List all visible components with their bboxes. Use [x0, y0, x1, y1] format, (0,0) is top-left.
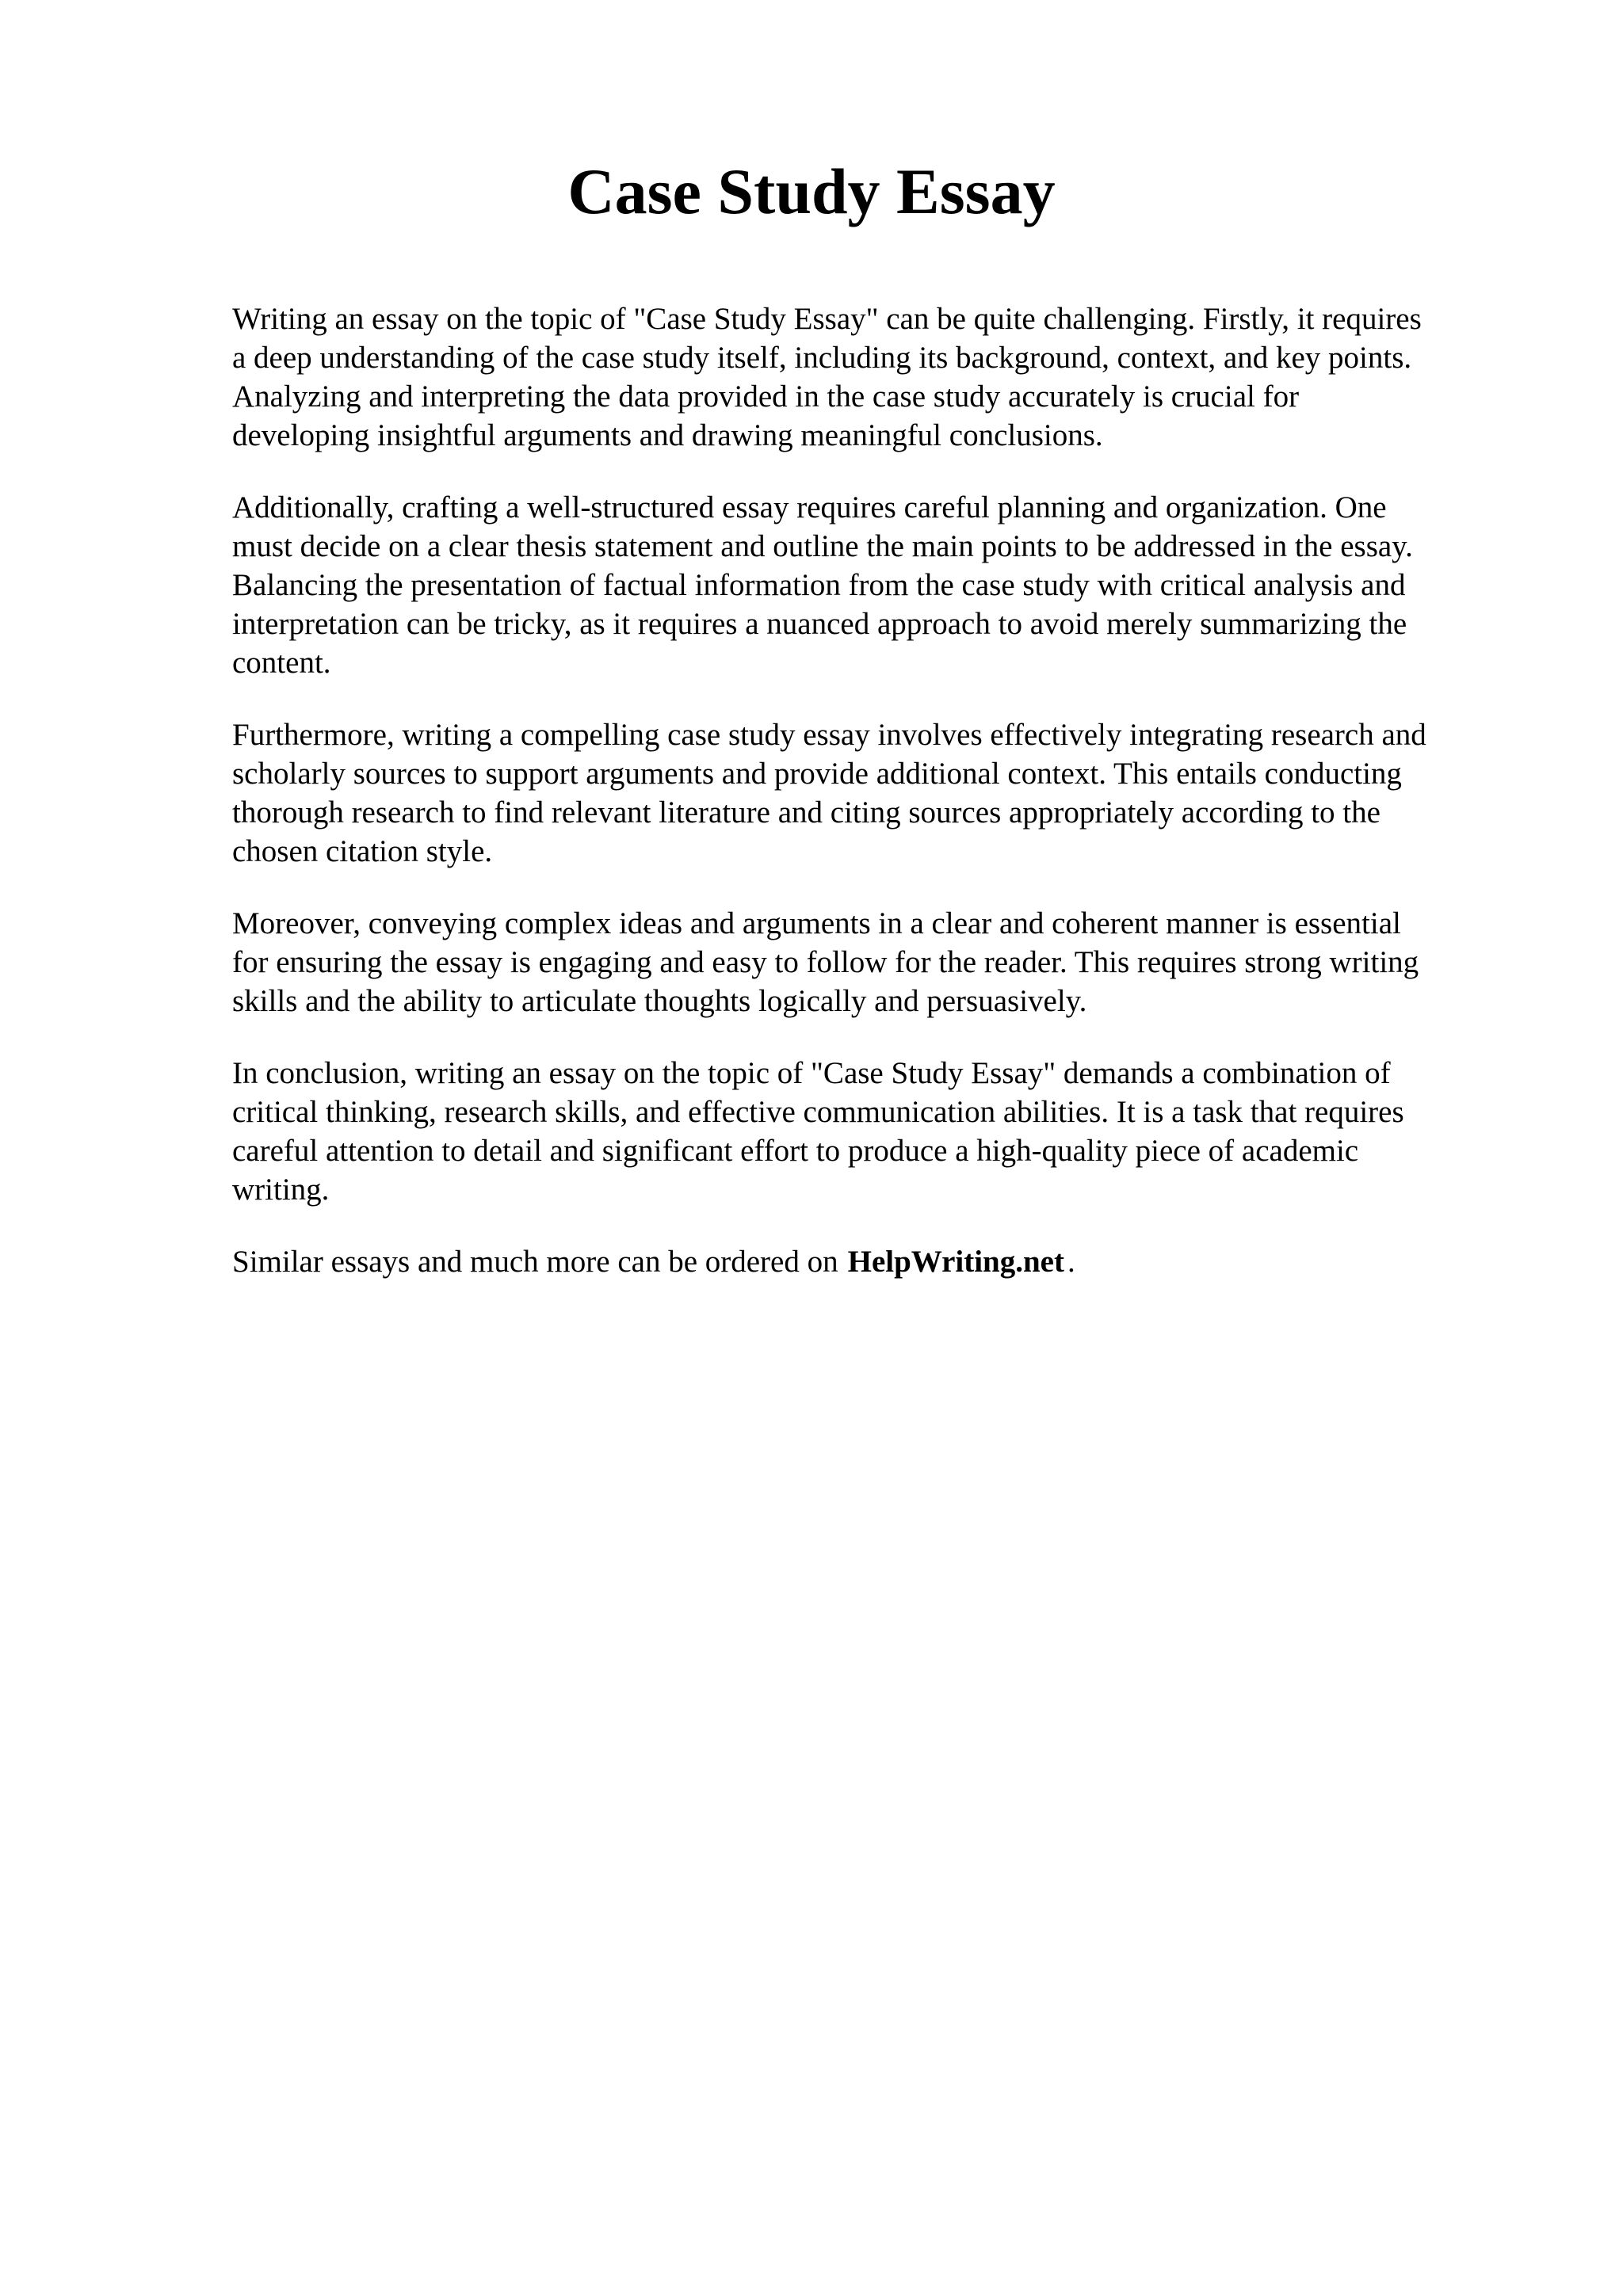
text-line: Moreover, conveying complex ideas and arguments in a clear and coherent manner is essential — [232, 906, 1401, 940]
text-line: a deep understanding of the case study itself, including its background, context, and key points. — [232, 341, 1412, 375]
paragraph-2 — [232, 488, 1516, 682]
text-line: scholarly sources to support arguments and provide additional context. This entails conducting — [232, 757, 1402, 791]
paragraph-5 — [232, 1054, 1516, 1209]
text-line: In conclusion, writing an essay on the topic of "Case Study Essay" demands a combination of — [232, 1056, 1391, 1090]
text-line: developing insightful arguments and drawing meaningful conclusions. — [232, 418, 1103, 452]
paragraph-4 — [232, 904, 1516, 1020]
text-line: content. — [232, 646, 331, 680]
text-line: skills and the ability to articulate thoughts logically and persuasively. — [232, 984, 1087, 1018]
text-line: careful attention to detail and significant effort to produce a high-quality piece of academic — [232, 1134, 1359, 1168]
text-line: Writing an essay on the topic of "Case Study Essay" can be quite challenging. Firstly, it requires — [232, 302, 1422, 336]
text-line: Analyzing and interpreting the data provided in the case study accurately is crucial for — [232, 379, 1300, 414]
text-line: Furthermore, writing a compelling case study essay involves effectively integrating research and — [232, 718, 1426, 752]
closing-text: Similar essays and much more can be ordered on — [232, 1245, 838, 1279]
page-title: Case Study Essay — [567, 155, 1056, 227]
closing-period: . — [1067, 1245, 1075, 1279]
text-line: Additionally, crafting a well-structured essay requires careful planning and organization. One — [232, 490, 1387, 524]
essay-body — [232, 299, 1516, 1281]
closing-line — [232, 1242, 1516, 1281]
text-line: must decide on a clear thesis statement and outline the main points to be addressed in the essay. — [232, 529, 1413, 563]
text-line: for ensuring the essay is engaging and easy to follow for the reader. This requires strong writing — [232, 945, 1419, 979]
text-line: Balancing the presentation of factual information from the case study with critical analysis and — [232, 568, 1406, 602]
paragraph-3 — [232, 715, 1516, 871]
text-line: chosen citation style. — [232, 834, 493, 868]
text-line: interpretation can be tricky, as it requires a nuanced approach to avoid merely summarizing the — [232, 607, 1407, 641]
text-line: thorough research to find relevant literature and citing sources appropriately according to the — [232, 795, 1381, 830]
text-line: critical thinking, research skills, and effective communication abilities. It is a task that requires — [232, 1095, 1404, 1129]
helpwriting-link[interactable]: HelpWriting.net — [847, 1245, 1064, 1279]
text-line: writing. — [232, 1173, 330, 1207]
paragraph-1 — [232, 299, 1516, 455]
